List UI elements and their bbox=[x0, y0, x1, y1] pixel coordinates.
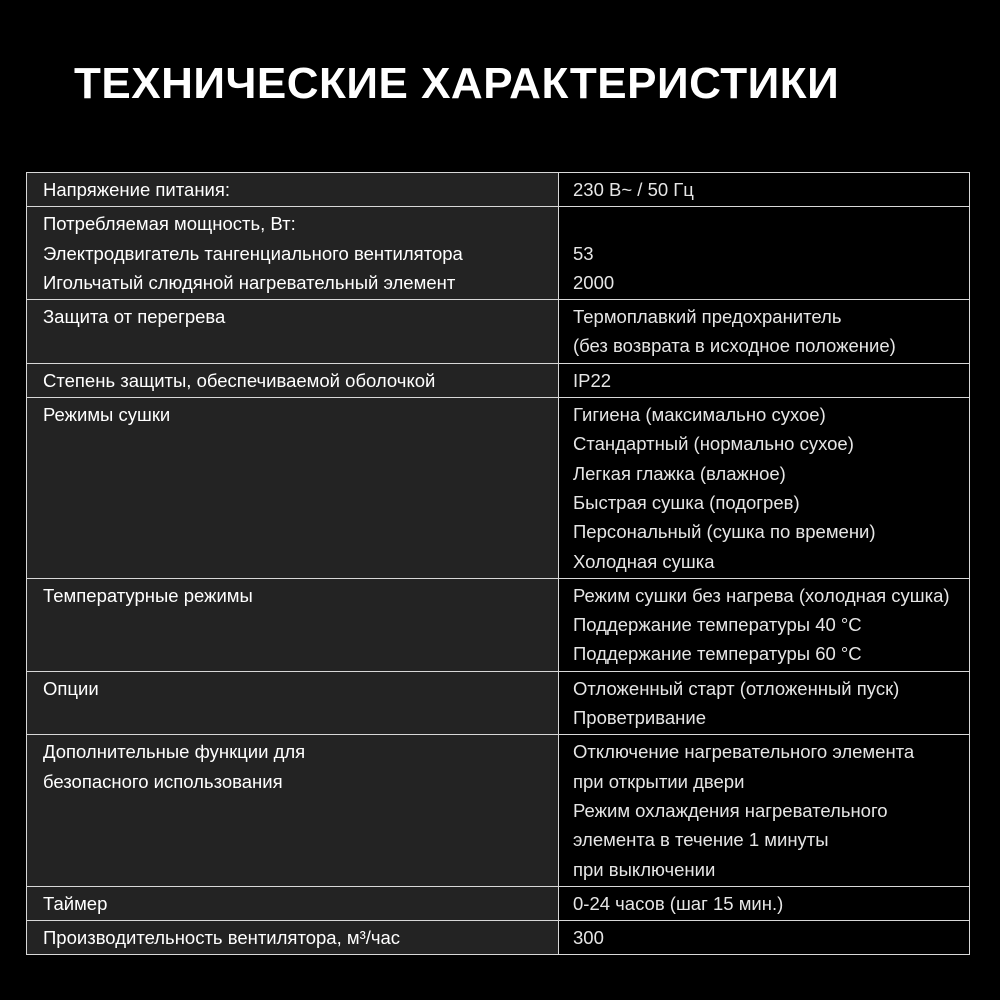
spec-parameter-cell bbox=[27, 363, 559, 397]
spec-value-cell bbox=[559, 207, 970, 300]
spec-value-cell bbox=[559, 363, 970, 397]
spec-row bbox=[27, 921, 970, 955]
spec-value-cell bbox=[559, 173, 970, 207]
spec-parameter-cell bbox=[27, 207, 559, 300]
spec-value-line: Гигиена (максимально сухое) bbox=[573, 404, 826, 426]
spec-value-cell bbox=[559, 886, 970, 920]
spec-row bbox=[27, 300, 970, 364]
spec-value-line: Поддержание температуры 60 °С bbox=[573, 643, 862, 665]
spec-parameter-cell bbox=[27, 671, 559, 735]
spec-value-line: IP22 bbox=[573, 369, 612, 391]
spec-value-line: 230 В~ / 50 Гц bbox=[573, 179, 694, 200]
spec-parameter-line: Напряжение питания: bbox=[43, 179, 231, 200]
spec-value-line: элемента в течение 1 минуты bbox=[573, 829, 829, 851]
spec-parameter-cell bbox=[27, 735, 559, 886]
spec-parameter-line: Электродвигатель тангенциального вентилятора bbox=[43, 242, 463, 264]
spec-row bbox=[27, 886, 970, 920]
spec-parameter-line: Режимы сушки bbox=[43, 404, 171, 426]
spec-row bbox=[27, 398, 970, 579]
spec-value-line: (без возврата в исходное положение) bbox=[573, 335, 896, 357]
spec-row bbox=[27, 578, 970, 671]
spec-value-line: Режим охлаждения нагревательного bbox=[573, 799, 888, 821]
spec-parameter-line: безопасного использования bbox=[43, 770, 283, 792]
spec-parameter-line: Игольчатый слюдяной нагревательный элемент bbox=[43, 271, 456, 293]
spec-parameter-cell bbox=[27, 398, 559, 579]
spec-parameter-cell bbox=[27, 886, 559, 920]
spec-value-line: 300 bbox=[573, 927, 604, 949]
spec-parameter-cell bbox=[27, 921, 559, 955]
spec-value-line: при открытии двери bbox=[573, 770, 745, 792]
spec-value-line: Персональный (сушка по времени) bbox=[573, 521, 876, 543]
spec-value-line: Термоплавкий предохранитель bbox=[573, 306, 842, 328]
spec-value-cell bbox=[559, 398, 970, 579]
spec-value-line: Отложенный старт (отложенный пуск) bbox=[573, 677, 900, 699]
specifications-table bbox=[26, 172, 970, 955]
spec-value-cell bbox=[559, 671, 970, 735]
spec-parameter-line: Таймер bbox=[43, 892, 108, 914]
spec-parameter-line: Дополнительные функции для bbox=[43, 741, 306, 763]
spec-value-cell bbox=[559, 578, 970, 671]
spec-row bbox=[27, 671, 970, 735]
spec-value-line: Отключение нагревательного элемента bbox=[573, 741, 915, 763]
spec-value-line bbox=[573, 209, 959, 238]
spec-parameter-line: Потребляемая мощность, Вт: bbox=[43, 213, 296, 235]
page-title: ТЕХНИЧЕСКИЕ ХАРАКТЕРИСТИКИ bbox=[74, 59, 840, 108]
spec-parameter-line: Степень защиты, обеспечиваемой оболочкой bbox=[43, 369, 436, 391]
spec-row bbox=[27, 363, 970, 397]
spec-parameter-line: Защита от перегрева bbox=[43, 306, 226, 328]
spec-value-line: Проветривание bbox=[573, 707, 707, 729]
spec-value-line: Стандартный (нормально сухое) bbox=[573, 433, 854, 455]
spec-parameter-cell bbox=[27, 300, 559, 364]
spec-value-line: при выключении bbox=[573, 858, 716, 880]
spec-row bbox=[27, 735, 970, 886]
spec-row bbox=[27, 173, 970, 207]
spec-value-line: Холодная сушка bbox=[573, 550, 715, 572]
spec-value-cell bbox=[559, 921, 970, 955]
spec-value-cell bbox=[559, 300, 970, 364]
spec-row bbox=[27, 207, 970, 300]
spec-parameter-line: Температурные режимы bbox=[43, 584, 253, 606]
spec-value-line: 2000 bbox=[573, 271, 615, 293]
spec-parameter-cell bbox=[27, 173, 559, 207]
spec-value-line: Поддержание температуры 40 °С bbox=[573, 614, 862, 636]
spec-value-line: Быстрая сушка (подогрев) bbox=[573, 491, 800, 513]
spec-parameter-line: Опции bbox=[43, 677, 99, 699]
spec-value-line: Режим сушки без нагрева (холодная сушка) bbox=[573, 584, 950, 606]
spec-parameter-cell bbox=[27, 578, 559, 671]
spec-value-cell bbox=[559, 735, 970, 886]
spec-value-line: 53 bbox=[573, 242, 594, 264]
spec-value-line: 0-24 часов (шаг 15 мин.) bbox=[573, 892, 784, 914]
spec-parameter-line: Производительность вентилятора, м³/час bbox=[43, 927, 401, 949]
spec-value-line: Легкая глажка (влажное) bbox=[573, 462, 786, 484]
specifications-table-body bbox=[27, 173, 970, 955]
